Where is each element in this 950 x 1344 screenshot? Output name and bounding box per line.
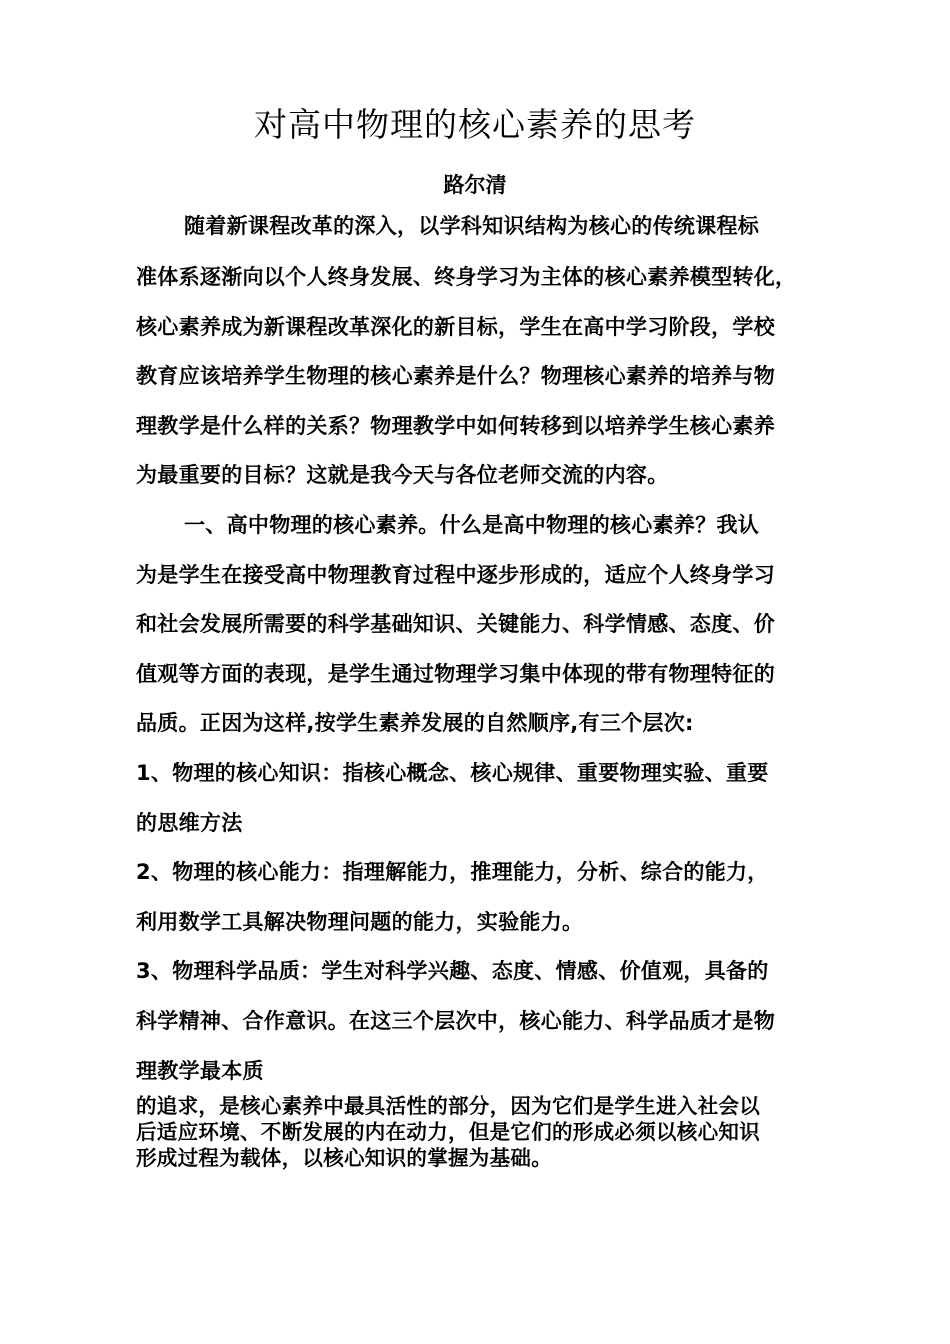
list-item-line: 3、物理科学品质：学生对科学兴趣、态度、情感、价值观，具备的 [136,959,769,983]
paragraph-line: 准体系逐渐向以个人终身发展、终身学习为主体的核心素养模型转化， [136,265,797,289]
paragraph-line: 一、高中物理的核心素养。什么是高中物理的核心素养？我认 [184,513,760,537]
paragraph-line: 理教学是什么样的关系？物理教学中如何转移到以培养学生核心素养 [136,414,775,438]
list-item-line: 利用数学工具解决物理问题的能力，实验能力。 [136,910,584,934]
paragraph-line: 的追求，是核心素养中最具活性的部分，因为它们是学生进入社会以 [136,1094,760,1118]
paragraph-line: 品质。正因为这样,按学生素养发展的自然顺序,有三个层次: [136,711,694,735]
paragraph-line: 值观等方面的表现，是学生通过物理学习集中体现的带有物理特征的 [136,662,775,686]
paragraph-line: 为是学生在接受高中物理教育过程中逐步形成的，适应个人终身学习 [136,563,775,587]
paragraph-line: 和社会发展所需要的科学基础知识、关键能力、科学情感、态度、价 [136,612,775,636]
paragraph-line: 随着新课程改革的深入，以学科知识结构为核心的传统课程标 [184,214,760,238]
paragraph-line: 核心素养成为新课程改革深化的新目标，学生在高中学习阶段，学校 [136,315,775,339]
paragraph-line: 为最重要的目标？这就是我今天与各位老师交流的内容。 [136,463,669,487]
paragraph-line: 形成过程为载体，以核心知识的掌握为基础。 [136,1146,552,1170]
document-title: 对高中物理的核心素养的思考 [254,105,696,144]
document-author: 路尔清 [443,173,507,197]
list-item-line: 科学精神、合作意识。在这三个层次中，核心能力、科学品质才是物 [136,1009,775,1033]
list-item-line: 理教学最本质 [136,1059,264,1083]
list-item-line: 1、物理的核心知识：指核心概念、核心规律、重要物理实验、重要 [136,761,769,785]
paragraph-line: 教育应该培养学生物理的核心素养是什么？物理核心素养的培养与物 [136,364,775,388]
list-item-line: 的思维方法 [136,811,243,835]
list-item-line: 2、物理的核心能力：指理解能力，推理能力，分析、综合的能力， [136,860,769,884]
paragraph-line: 后适应环境、不断发展的内在动力，但是它们的形成必须以核心知识 [136,1120,760,1144]
